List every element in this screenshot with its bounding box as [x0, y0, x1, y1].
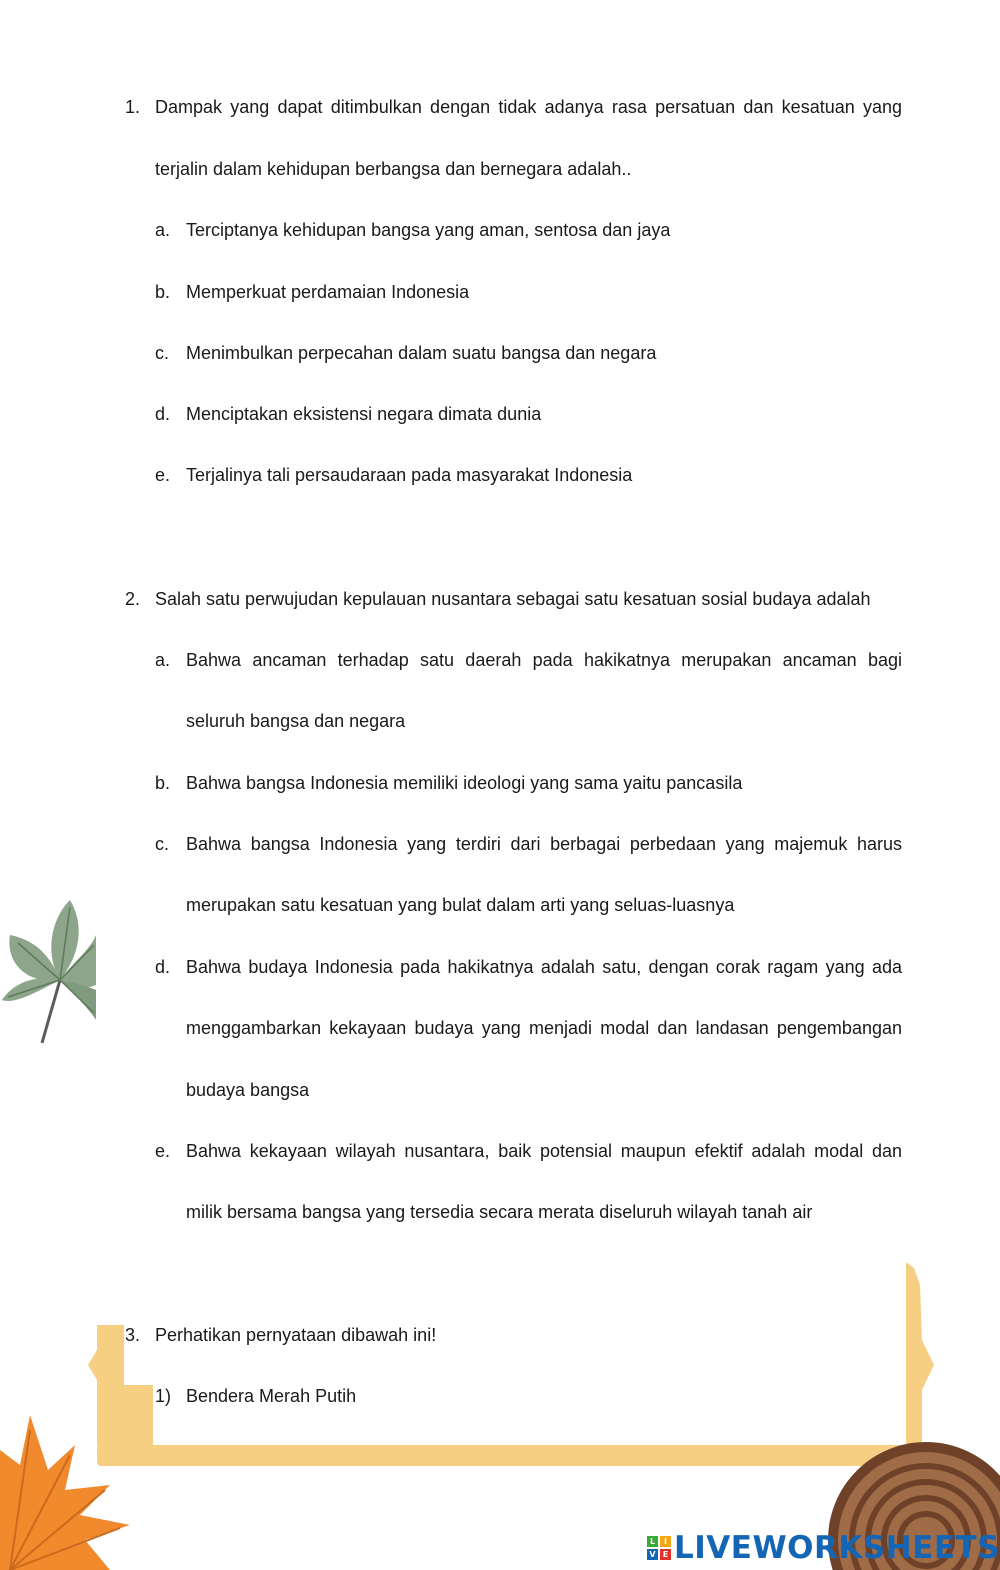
option-text: Bahwa budaya Indonesia pada hakikatnya adalah satu, dengan corak ragam yang ada [186, 957, 902, 977]
option-text: Bahwa bangsa Indonesia memiliki ideologi yang sama yaitu pancasila [186, 773, 743, 793]
question-number: 2. [125, 589, 141, 609]
liveworksheets-logo-icon [647, 1536, 671, 1560]
option-text: Bahwa ancaman terhadap satu daerah pada hakikatnya merupakan ancaman bagi [186, 650, 902, 670]
question-text: terjalin dalam kehidupan berbangsa dan bernegara adalah.. [155, 159, 632, 179]
option-text: Memperkuat perdamaian Indonesia [186, 282, 470, 302]
option-text: Terjalinya tali persaudaraan pada masyarakat Indonesia [186, 465, 633, 485]
liveworksheets-watermark [647, 1528, 1000, 1568]
logo-letter: E [660, 1549, 671, 1560]
option-label: b. [155, 773, 171, 793]
option-text: menggambarkan kekayaan budaya yang menjadi modal dan landasan pengembangan [186, 1018, 902, 1038]
question-text: Perhatikan pernyataan dibawah ini! [155, 1325, 437, 1345]
frame-shape [88, 1262, 934, 1466]
option-label: c. [155, 343, 170, 363]
option-label: e. [155, 465, 171, 485]
option-text: Bahwa bangsa Indonesia yang terdiri dari berbagai perbedaan yang majemuk harus [186, 834, 902, 854]
question-text: Salah satu perwujudan kepulauan nusantara sebagai satu kesatuan sosial budaya adalah [155, 589, 871, 609]
statement-text: Bendera Merah Putih [186, 1386, 357, 1406]
question-number: 1. [125, 97, 141, 117]
option-text: merupakan satu kesatuan yang bulat dalam arti yang seluas-luasnya [186, 895, 735, 915]
option-text: seluruh bangsa dan negara [186, 711, 406, 731]
option-label: a. [155, 650, 171, 670]
option-label: a. [155, 220, 171, 240]
question-text: Dampak yang dapat ditimbulkan dengan tidak adanya rasa persatuan dan kesatuan yang [155, 97, 902, 117]
option-label: c. [155, 834, 170, 854]
logo-letter: I [660, 1536, 671, 1547]
green-leaf-icon [0, 895, 100, 1055]
option-text: milik bersama bangsa yang tersedia secara merata diseluruh wilayah tanah air [186, 1202, 813, 1222]
option-text: Bahwa kekayaan wilayah nusantara, baik potensial maupun efektif adalah modal dan [186, 1141, 902, 1161]
option-label: d. [155, 404, 171, 424]
option-label: b. [155, 282, 171, 302]
statement-label: 1) [155, 1386, 172, 1406]
orange-leaf-icon [0, 1410, 140, 1570]
option-label: d. [155, 957, 171, 977]
option-text: budaya bangsa [186, 1080, 310, 1100]
question-number: 3. [125, 1325, 141, 1345]
logo-letter: V [647, 1549, 658, 1560]
brand-text: LIVEWORKSHEETS [674, 1530, 1000, 1566]
option-text: Menimbulkan perpecahan dalam suatu bangsa dan negara [186, 343, 657, 363]
option-label: e. [155, 1141, 171, 1161]
option-text: Menciptakan eksistensi negara dimata dunia [186, 404, 542, 424]
option-text: Terciptanya kehidupan bangsa yang aman, sentosa dan jaya [186, 220, 671, 240]
logo-letter: L [647, 1536, 658, 1547]
